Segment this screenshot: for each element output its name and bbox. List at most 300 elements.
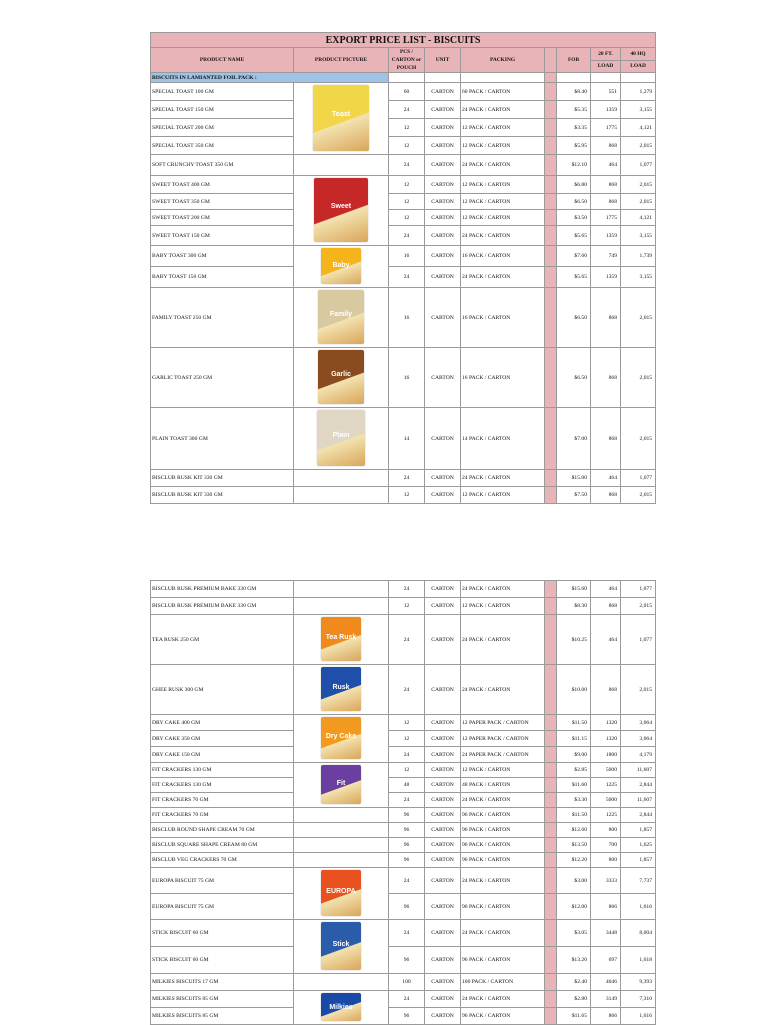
product-package-image (317, 410, 365, 466)
unit-cell: CARTON (425, 731, 461, 747)
spacer-cell (545, 246, 557, 267)
product-name-cell: SPECIAL TOAST 200 GM (151, 119, 294, 137)
unit-cell: CARTON (425, 226, 461, 246)
table-row (151, 408, 656, 470)
table-row (151, 487, 656, 504)
table-row (151, 226, 656, 246)
fob-cell: $5.35 (557, 101, 591, 119)
load-40hq-cell: 3,155 (621, 226, 656, 246)
product-picture-cell (294, 615, 389, 665)
spacer-cell (545, 868, 557, 894)
load-20ft-cell: 697 (591, 947, 621, 974)
load-20ft-cell: 1225 (591, 808, 621, 823)
unit-cell: CARTON (425, 838, 461, 853)
spacer-cell (545, 267, 557, 288)
packing-cell: 24 PACK / CARTON (461, 615, 545, 665)
fob-cell: $6.50 (557, 194, 591, 210)
load-20ft-cell: 1359 (591, 226, 621, 246)
load-20ft-cell: 3333 (591, 868, 621, 894)
load-20ft-cell: 551 (591, 83, 621, 101)
product-name-cell: STICK BISCUIT 60 GM (151, 920, 294, 947)
load-40hq-cell: 4,179 (621, 747, 656, 763)
table-row (151, 83, 656, 101)
table-row (151, 288, 656, 348)
product-name-cell: BABY TOAST 300 GM (151, 246, 294, 267)
packing-cell: 12 PACK / CARTON (461, 210, 545, 226)
load-40hq-cell: 9,393 (621, 974, 656, 991)
packing-cell: 96 PACK / CARTON (461, 894, 545, 920)
fob-cell: $11.50 (557, 808, 591, 823)
product-picture-cell (294, 288, 389, 348)
unit-cell: CARTON (425, 947, 461, 974)
pcs-cell: 12 (389, 176, 425, 194)
pcs-cell: 16 (389, 348, 425, 408)
spacer-cell (545, 194, 557, 210)
load-40hq-cell: 1,739 (621, 246, 656, 267)
load-20ft-cell: 1320 (591, 731, 621, 747)
pcs-cell: 100 (389, 974, 425, 991)
spacer-cell (545, 920, 557, 947)
table-row (151, 778, 656, 793)
package-brand-text: Rusk (332, 684, 350, 692)
product-picture-cell (294, 176, 389, 246)
packing-cell: 14 PACK / CARTON (461, 408, 545, 470)
fob-cell: $9.00 (557, 747, 591, 763)
spacer-cell (545, 137, 557, 155)
header-pcs-line3: POUCH (396, 65, 417, 71)
load-20ft-cell: 1359 (591, 101, 621, 119)
header-40hq-load: LOAD (621, 60, 656, 73)
product-picture-cell (294, 408, 389, 470)
pcs-cell: 24 (389, 155, 425, 176)
pcs-cell: 96 (389, 853, 425, 868)
price-list-sheet (150, 32, 655, 1025)
product-name-cell: MILKIES BISCUITS 85 GM (151, 991, 294, 1008)
package-brand-text: Sweet (330, 203, 352, 211)
product-name-cell: EUROPA BISCUIT 75 GM (151, 894, 294, 920)
unit-cell: CARTON (425, 176, 461, 194)
load-20ft-cell: 868 (591, 408, 621, 470)
product-name-cell: TEA RUSK 250 GM (151, 615, 294, 665)
product-picture-cell (294, 155, 389, 176)
packing-cell: 24 PACK / CARTON (461, 665, 545, 715)
fob-cell: $12.10 (557, 155, 591, 176)
load-20ft-cell: 464 (591, 155, 621, 176)
pcs-cell: 12 (389, 598, 425, 615)
category-label: BISCUITS IN LAMIANTED FOIL PACK : (151, 73, 389, 83)
fob-cell: $7.50 (557, 487, 591, 504)
load-40hq-cell: 3,155 (621, 267, 656, 288)
product-name-cell: MILKIES BISCUITS 17 GM (151, 974, 294, 991)
load-20ft-cell: 5000 (591, 793, 621, 808)
load-40hq-cell: 2,015 (621, 288, 656, 348)
pcs-cell: 96 (389, 838, 425, 853)
table-row (151, 947, 656, 974)
unit-cell: CARTON (425, 155, 461, 176)
pcs-cell: 24 (389, 470, 425, 487)
product-name-cell: EUROPA BISCUIT 75 GM (151, 868, 294, 894)
product-picture-cell (294, 853, 389, 868)
unit-cell: CARTON (425, 194, 461, 210)
price-table-bottom (150, 580, 656, 1025)
load-40hq-cell: 1,279 (621, 83, 656, 101)
header-product-picture: PRODUCT PICTURE (294, 48, 389, 73)
product-picture-cell (294, 823, 389, 838)
fob-cell: $8.40 (557, 83, 591, 101)
spacer-cell (545, 715, 557, 731)
packing-cell: 24 PACK / CARTON (461, 267, 545, 288)
load-40hq-cell: 1,077 (621, 581, 656, 598)
product-picture-cell (294, 665, 389, 715)
table-row (151, 210, 656, 226)
spacer-cell (545, 288, 557, 348)
spacer-cell (545, 838, 557, 853)
table-row (151, 823, 656, 838)
package-brand-text: Dry Cake (325, 733, 357, 741)
product-picture-cell (294, 920, 389, 974)
unit-cell: CARTON (425, 747, 461, 763)
table-row (151, 1008, 656, 1025)
header-20ft: 20 FT. (591, 48, 621, 61)
unit-cell: CARTON (425, 288, 461, 348)
load-40hq-cell: 2,015 (621, 348, 656, 408)
header-40hq: 40 HQ (621, 48, 656, 61)
spacer-cell (545, 974, 557, 991)
spacer-cell (545, 1008, 557, 1025)
unit-cell: CARTON (425, 793, 461, 808)
load-20ft-cell: 3149 (591, 991, 621, 1008)
product-picture-cell (294, 715, 389, 763)
load-40hq-cell: 1,857 (621, 823, 656, 838)
spacer-cell (545, 348, 557, 408)
load-20ft-cell: 868 (591, 598, 621, 615)
spacer-cell (545, 665, 557, 715)
pcs-cell: 12 (389, 763, 425, 778)
table-row (151, 119, 656, 137)
pcs-cell: 24 (389, 991, 425, 1008)
spacer-cell (545, 487, 557, 504)
unit-cell: CARTON (425, 615, 461, 665)
spacer-cell (545, 778, 557, 793)
product-name-cell: FIT CRACKERS 130 GM (151, 763, 294, 778)
fob-cell: $10.00 (557, 665, 591, 715)
load-20ft-cell: 1775 (591, 210, 621, 226)
pcs-cell: 12 (389, 731, 425, 747)
product-picture-cell (294, 598, 389, 615)
product-picture-cell (294, 868, 389, 920)
packing-cell: 24 PACK / CARTON (461, 793, 545, 808)
table-body-bottom (151, 581, 656, 1025)
product-picture-cell (294, 838, 389, 853)
packing-cell: 12 PACK / CARTON (461, 487, 545, 504)
table-row (151, 155, 656, 176)
load-40hq-cell: 1,616 (621, 894, 656, 920)
fob-cell: $12.20 (557, 853, 591, 868)
unit-cell: CARTON (425, 1008, 461, 1025)
unit-cell: CARTON (425, 487, 461, 504)
product-name-cell: SWEET TOAST 200 GM (151, 210, 294, 226)
pcs-cell: 12 (389, 487, 425, 504)
load-20ft-cell: 868 (591, 288, 621, 348)
packing-cell: 100 PACK / CARTON (461, 974, 545, 991)
package-brand-text: Stick (332, 940, 350, 948)
packing-cell: 24 PACK / CARTON (461, 920, 545, 947)
product-package-image (318, 290, 364, 344)
page-title: EXPORT PRICE LIST - BISCUITS (151, 33, 656, 48)
product-name-cell: MILKIES BISCUITS 85 GM (151, 1008, 294, 1025)
product-name-cell: SOFT CRUNCHY TOAST 350 GM (151, 155, 294, 176)
table-row (151, 101, 656, 119)
load-20ft-cell: 866 (591, 1008, 621, 1025)
pcs-cell: 24 (389, 581, 425, 598)
load-20ft-cell: 868 (591, 348, 621, 408)
pcs-cell: 24 (389, 747, 425, 763)
packing-cell: 12 PACK / CARTON (461, 598, 545, 615)
table-body-top (151, 83, 656, 504)
unit-cell: CARTON (425, 868, 461, 894)
fob-cell: $6.80 (557, 176, 591, 194)
package-brand-text: Garlic (331, 371, 351, 379)
load-20ft-cell: 749 (591, 246, 621, 267)
product-picture-cell (294, 487, 389, 504)
load-40hq-cell: 2,015 (621, 598, 656, 615)
product-picture-cell (294, 991, 389, 1025)
load-40hq-cell: 4,121 (621, 210, 656, 226)
table-row (151, 763, 656, 778)
pcs-cell: 60 (389, 83, 425, 101)
product-picture-cell (294, 974, 389, 991)
package-brand-text: Family (329, 311, 353, 319)
unit-cell: CARTON (425, 119, 461, 137)
title-row (151, 33, 656, 48)
table-row (151, 615, 656, 665)
header-unit: UNIT (425, 48, 461, 73)
fob-cell: $11.15 (557, 731, 591, 747)
category-row (151, 73, 656, 83)
unit-cell: CARTON (425, 778, 461, 793)
load-40hq-cell: 4,121 (621, 119, 656, 137)
pcs-cell: 24 (389, 615, 425, 665)
load-40hq-cell: 2,015 (621, 137, 656, 155)
header-spacer (545, 48, 557, 73)
product-name-cell: SPECIAL TOAST 150 GM (151, 101, 294, 119)
package-brand-text: Tea Rusk (325, 634, 357, 642)
fob-cell: $5.65 (557, 226, 591, 246)
unit-cell: CARTON (425, 991, 461, 1008)
unit-cell: CARTON (425, 823, 461, 838)
spacer-cell (545, 155, 557, 176)
packing-cell: 48 PACK / CARTON (461, 778, 545, 793)
spacer-cell (545, 853, 557, 868)
unit-cell: CARTON (425, 210, 461, 226)
spacer-cell (545, 598, 557, 615)
product-package-image (313, 85, 369, 151)
fob-cell: $3.50 (557, 210, 591, 226)
unit-cell: CARTON (425, 408, 461, 470)
spacer-cell (545, 176, 557, 194)
product-name-cell: FIT CRACKERS 70 GM (151, 793, 294, 808)
load-20ft-cell: 866 (591, 894, 621, 920)
pcs-cell: 12 (389, 137, 425, 155)
product-name-cell: BISCLUB SQUARE SHAPE CREAM 80 GM (151, 838, 294, 853)
pcs-cell: 96 (389, 1008, 425, 1025)
load-40hq-cell: 1,077 (621, 615, 656, 665)
packing-cell: 24 PAPER PACK / CARTON (461, 747, 545, 763)
unit-cell: CARTON (425, 137, 461, 155)
spacer-cell (545, 210, 557, 226)
table-row (151, 894, 656, 920)
table-row (151, 194, 656, 210)
unit-cell: CARTON (425, 920, 461, 947)
table-row (151, 747, 656, 763)
product-name-cell: DRY CAKE 400 GM (151, 715, 294, 731)
product-name-cell: BISCLUB ROUND SHAPE CREAM 70 GM (151, 823, 294, 838)
fob-cell: $2.85 (557, 763, 591, 778)
load-40hq-cell: 11,607 (621, 793, 656, 808)
load-40hq-cell: 2,015 (621, 665, 656, 715)
load-20ft-cell: 1800 (591, 747, 621, 763)
packing-cell: 60 PACK / CARTON (461, 83, 545, 101)
unit-cell: CARTON (425, 974, 461, 991)
table-row (151, 246, 656, 267)
product-name-cell: BISCLUB RUSK KIT 330 GM (151, 470, 294, 487)
fob-cell: $12.60 (557, 823, 591, 838)
unit-cell: CARTON (425, 348, 461, 408)
product-package-image (321, 922, 362, 970)
load-20ft-cell: 464 (591, 470, 621, 487)
table-row (151, 853, 656, 868)
fob-cell: $13.50 (557, 838, 591, 853)
load-20ft-cell: 1225 (591, 778, 621, 793)
load-20ft-cell: 1359 (591, 267, 621, 288)
spacer-cell (545, 119, 557, 137)
packing-cell: 16 PACK / CARTON (461, 288, 545, 348)
spacer-cell (545, 991, 557, 1008)
product-name-cell: SWEET TOAST 150 GM (151, 226, 294, 246)
load-20ft-cell: 464 (591, 615, 621, 665)
packing-cell: 24 PACK / CARTON (461, 581, 545, 598)
product-name-cell: BISCLUB RUSK PREMIUM BAKE 330 GM (151, 581, 294, 598)
price-table-top (150, 32, 656, 504)
product-package-image (321, 765, 361, 804)
packing-cell: 12 PAPER PACK / CARTON (461, 715, 545, 731)
load-40hq-cell: 11,607 (621, 763, 656, 778)
spacer-cell (545, 470, 557, 487)
spacer-cell (545, 581, 557, 598)
pcs-cell: 24 (389, 793, 425, 808)
load-40hq-cell: 3,064 (621, 731, 656, 747)
unit-cell: CARTON (425, 665, 461, 715)
fob-cell: $12.00 (557, 894, 591, 920)
fob-cell: $6.50 (557, 288, 591, 348)
header-20ft-load: LOAD (591, 60, 621, 73)
load-20ft-cell: 4046 (591, 974, 621, 991)
load-20ft-cell: 1320 (591, 715, 621, 731)
packing-cell: 12 PACK / CARTON (461, 137, 545, 155)
package-brand-text: Baby (332, 261, 350, 269)
product-picture-cell (294, 808, 389, 823)
packing-cell: 24 PACK / CARTON (461, 991, 545, 1008)
table-row (151, 974, 656, 991)
header-row (151, 48, 656, 61)
table-row (151, 267, 656, 288)
product-picture-cell (294, 83, 389, 155)
header-product-name: PRODUCT NAME (151, 48, 294, 73)
unit-cell: CARTON (425, 101, 461, 119)
table-row (151, 715, 656, 731)
product-name-cell: BISCLUB VEG CRACKERS 70 GM (151, 853, 294, 868)
packing-cell: 96 PACK / CARTON (461, 808, 545, 823)
spacer-cell (545, 83, 557, 101)
load-40hq-cell: 2,844 (621, 778, 656, 793)
product-name-cell: DRY CAKE 350 GM (151, 731, 294, 747)
fob-cell: $11.50 (557, 715, 591, 731)
product-name-cell: FIT CRACKERS 130 GM (151, 778, 294, 793)
header-fob: FOB (557, 48, 591, 73)
load-40hq-cell: 2,015 (621, 487, 656, 504)
product-name-cell: SPECIAL TOAST 100 GM (151, 83, 294, 101)
unit-cell: CARTON (425, 581, 461, 598)
product-package-image (321, 667, 361, 711)
unit-cell: CARTON (425, 246, 461, 267)
product-name-cell: BISCLUB RUSK KIT 330 GM (151, 487, 294, 504)
fob-cell: $3.35 (557, 119, 591, 137)
spacer-cell (545, 808, 557, 823)
fob-cell: $2.40 (557, 974, 591, 991)
load-40hq-cell: 8,004 (621, 920, 656, 947)
table-row (151, 808, 656, 823)
fob-cell: $15.00 (557, 470, 591, 487)
unit-cell: CARTON (425, 83, 461, 101)
table-row (151, 731, 656, 747)
unit-cell: CARTON (425, 267, 461, 288)
pcs-cell: 14 (389, 408, 425, 470)
product-picture-cell (294, 348, 389, 408)
pcs-cell: 12 (389, 194, 425, 210)
header-pcs-line1: PCS / (399, 49, 414, 55)
unit-cell: CARTON (425, 853, 461, 868)
package-brand-text: Toast (331, 110, 351, 118)
product-picture-cell (294, 763, 389, 808)
unit-cell: CARTON (425, 470, 461, 487)
load-40hq-cell: 2,015 (621, 194, 656, 210)
load-40hq-cell: 1,616 (621, 1008, 656, 1025)
load-20ft-cell: 868 (591, 194, 621, 210)
product-package-image (318, 350, 364, 404)
spacer-cell (545, 408, 557, 470)
package-brand-text: Plain (332, 431, 350, 439)
packing-cell: 16 PACK / CARTON (461, 348, 545, 408)
pcs-cell: 12 (389, 715, 425, 731)
table-row (151, 991, 656, 1008)
spacer-cell (545, 823, 557, 838)
spacer-cell (545, 763, 557, 778)
fob-cell: $5.65 (557, 267, 591, 288)
pcs-cell: 96 (389, 894, 425, 920)
fob-cell: $5.95 (557, 137, 591, 155)
load-20ft-cell: 700 (591, 838, 621, 853)
product-package-image (321, 993, 361, 1021)
product-name-cell: FAMILY TOAST 250 GM (151, 288, 294, 348)
product-package-image (314, 178, 368, 242)
packing-cell: 12 PACK / CARTON (461, 176, 545, 194)
load-40hq-cell: 1,077 (621, 470, 656, 487)
load-40hq-cell: 1,077 (621, 155, 656, 176)
packing-cell: 12 PACK / CARTON (461, 194, 545, 210)
fob-cell: $6.50 (557, 348, 591, 408)
load-40hq-cell: 3,064 (621, 715, 656, 731)
packing-cell: 24 PACK / CARTON (461, 155, 545, 176)
